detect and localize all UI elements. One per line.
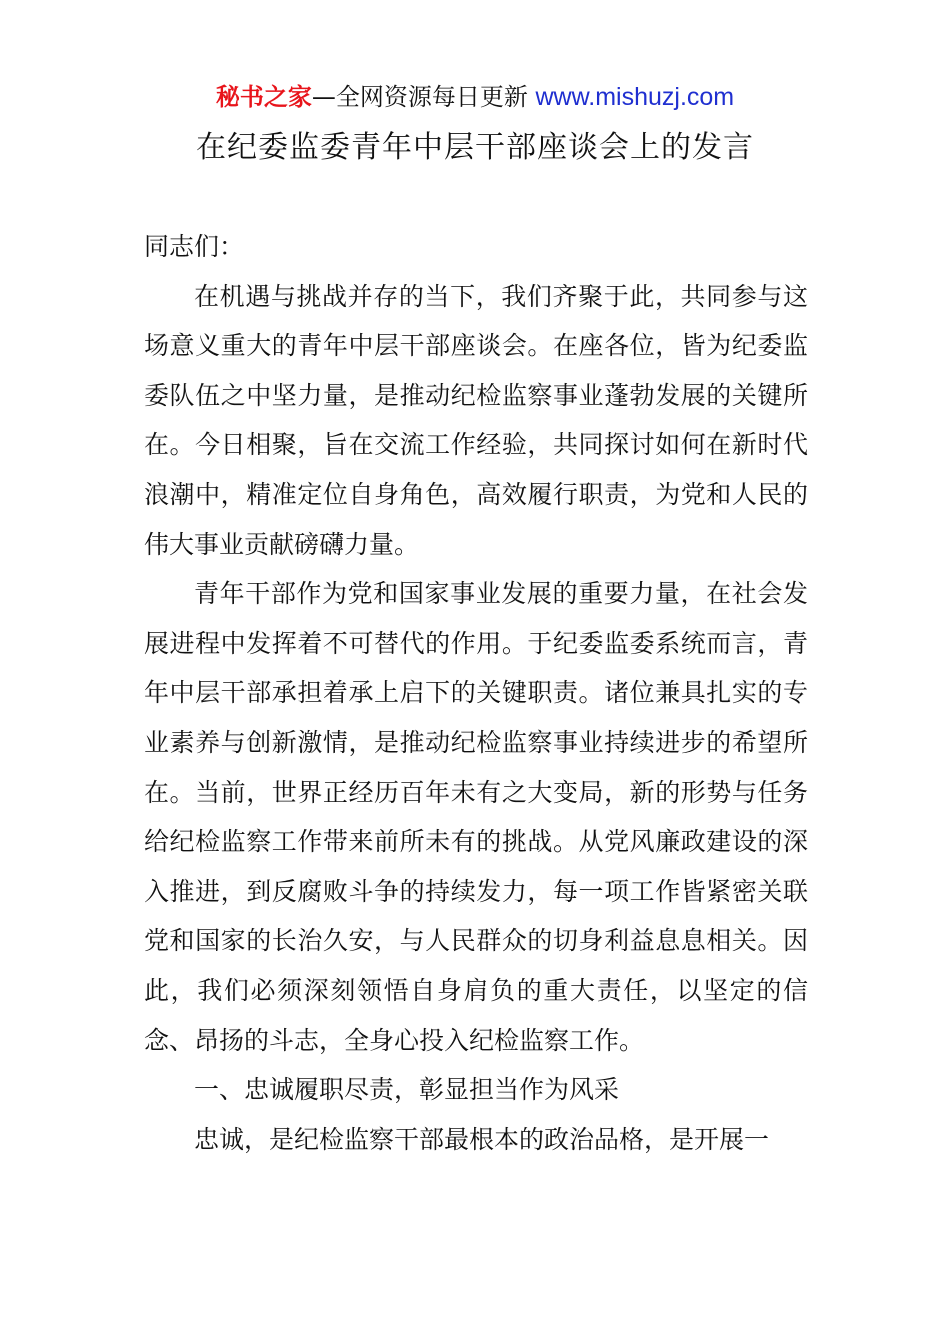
site-url-link[interactable]: www.mishuzj.com	[535, 83, 735, 111]
paragraph-1: 在机遇与挑战并存的当下，我们齐聚于此，共同参与这场意义重大的青年中层干部座谈会。在座各位，皆为纪委监委队伍之中坚力量，是推动纪检监察事业蓬勃发展的关键所在。今日相聚，旨在交流工作经验，共同探讨如何在新时代浪潮中，精准定位自身角色，高效履行职责，为党和人民的伟大事业贡献磅礴力量。	[144, 281, 808, 559]
salutation: 同志们：	[144, 232, 245, 261]
header-tagline: —全网资源每日更新	[311, 83, 528, 111]
brand-name: 秘书之家	[215, 83, 312, 111]
document-body	[144, 222, 808, 1164]
section-heading: 一、忠诚履职尽责，彰显担当作为风采	[194, 1075, 620, 1105]
document-title: 在纪委监委青年中层干部座谈会上的发言	[196, 130, 754, 165]
paragraph-2: 青年干部作为党和国家事业发展的重要力量，在社会发展进程中发挥着不可替代的作用。于纪委监委系统而言，青年中层干部承担着承上启下的关键职责。诸位兼具扎实的专业素养与创新激情，是推动纪检监察事业持续进步的希望所在。当前，世界正经历百年未有之大变局，新的形势与任务给纪检监察工作带来前所未有的挑战。从党风廉政建设的深入推进，到反腐败斗争的持续发力，每一项工作皆紧密关联党和国家的长治久安，与人民群众的切身利益息息相关。因此，我们必须深刻领悟自身肩负的重大责任，以坚定的信念、昂扬的斗志，全身心投入纪检监察工作。	[144, 579, 808, 1055]
site-header	[0, 82, 950, 112]
section-paragraph: 忠诚，是纪检监察干部最根本的政治品格，是开展一	[194, 1124, 770, 1154]
